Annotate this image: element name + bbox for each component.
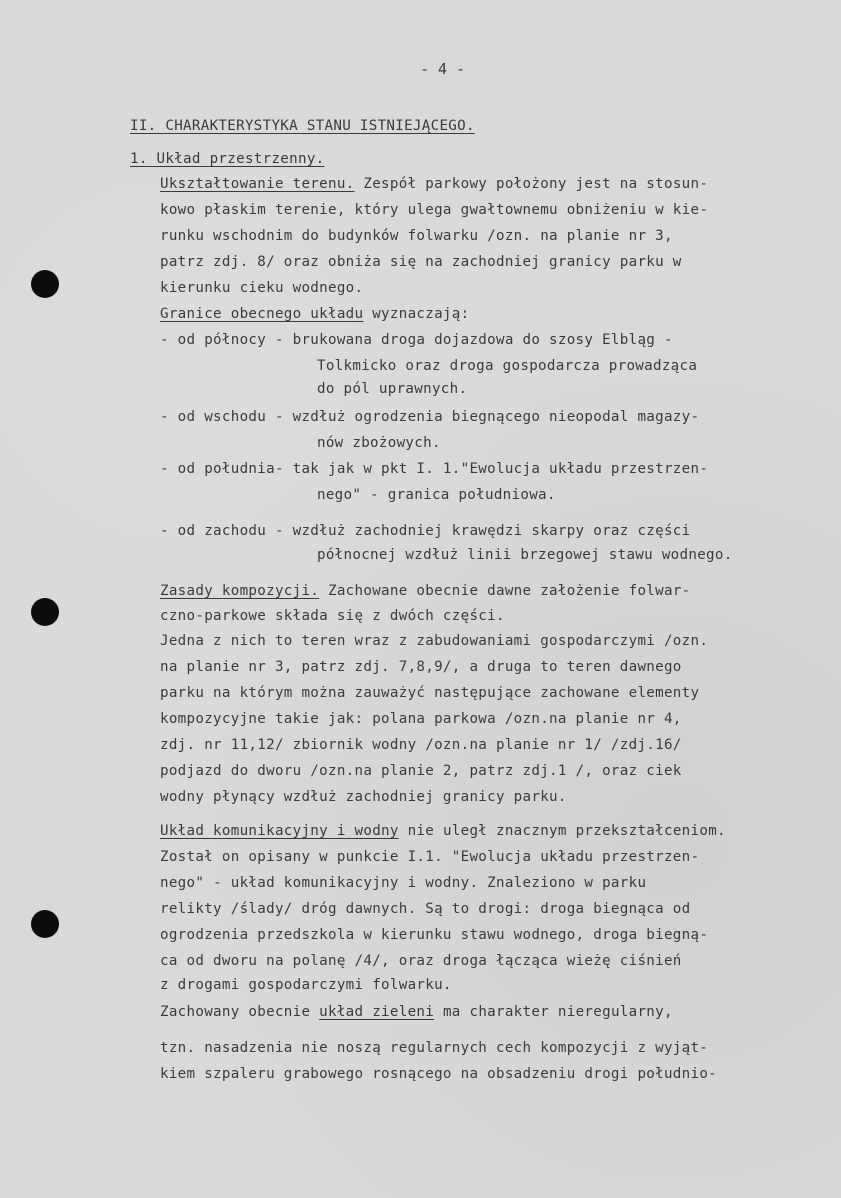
paragraph-heading: Układ komunikacyjny i wodny <box>160 823 399 839</box>
list-item-continuation: nów zbożowych. <box>317 435 441 451</box>
paragraph-line: kierunku cieku wodnego. <box>160 280 364 296</box>
paragraph-line: Ukształtowanie terenu. Zespół parkowy położony jest na stosun- <box>160 176 709 192</box>
list-item: - od wschodu - wzdłuż ogrodzenia biegnącego nieopodal magazy- <box>160 409 700 425</box>
list-item: - od południa- tak jak w pkt I. 1."Ewolucja układu przestrzen- <box>160 461 709 477</box>
list-item: - od zachodu - wzdłuż zachodniej krawędzi skarpy oraz części <box>160 523 691 539</box>
list-item-continuation: do pól uprawnych. <box>317 381 468 397</box>
paragraph-line: patrz zdj. 8/ oraz obniża się na zachodniej granicy parku w <box>160 254 682 270</box>
paragraph-line: Został on opisany w punkcie I.1. "Ewolucja układu przestrzen- <box>160 849 700 865</box>
list-item-continuation: północnej wzdłuż linii brzegowej stawu wodnego. <box>317 547 733 563</box>
paragraph-line: kiem szpaleru grabowego rosnącego na obsadzeniu drogi południo- <box>160 1066 718 1082</box>
paragraph-line: parku na którym można zauważyć następujące zachowane elementy <box>160 685 700 701</box>
paragraph-line: czno-parkowe składa się z dwóch części. <box>160 608 505 624</box>
punch-hole <box>31 598 59 626</box>
paragraph-line: relikty /ślady/ dróg dawnych. Są to drogi: droga biegnąca od <box>160 901 691 917</box>
paragraph-line: na planie nr 3, patrz zdj. 7,8,9/, a druga to teren dawnego <box>160 659 682 675</box>
paragraph-line: zdj. nr 11,12/ zbiornik wodny /ozn.na planie nr 1/ /zdj.16/ <box>160 737 682 753</box>
paragraph-line: podjazd do dworu /ozn.na planie 2, patrz zdj.1 /, oraz ciek <box>160 763 682 779</box>
subsection-title: 1. Układ przestrzenny. <box>130 151 325 167</box>
paragraph-line: kowo płaskim terenie, który ulega gwałtownemu obniżeniu w kie- <box>160 202 709 218</box>
paragraph-line: kompozycyjne takie jak: polana parkowa /ozn.na planie nr 4, <box>160 711 682 727</box>
page-number: - 4 - <box>420 60 466 78</box>
paragraph-line: nego" - układ komunikacyjny i wodny. Znaleziono w parku <box>160 875 647 891</box>
paragraph-line: runku wschodnim do budynków folwarku /ozn. na planie nr 3, <box>160 228 673 244</box>
list-item: - od północy - brukowana droga dojazdowa do szosy Elbląg - <box>160 332 673 348</box>
paragraph-line: z drogami gospodarczymi folwarku. <box>160 977 452 993</box>
paragraph-heading: Zasady kompozycji. <box>160 583 320 599</box>
punch-hole <box>31 910 59 938</box>
list-item-continuation: nego" - granica południowa. <box>317 487 556 503</box>
paragraph-line: ogrodzenia przedszkola w kierunku stawu wodnego, droga biegną- <box>160 927 709 943</box>
paragraph-heading: układ zieleni <box>319 1004 435 1020</box>
paragraph-line: Zachowany obecnie układ zieleni ma charakter nieregularny, <box>160 1004 673 1020</box>
paragraph-line: ca od dworu na polanę /4/, oraz droga łącząca wieżę ciśnień <box>160 953 682 969</box>
paragraph-line: tzn. nasadzenia nie noszą regularnych cech kompozycji z wyjąt- <box>160 1040 709 1056</box>
paragraph-line: Jedna z nich to teren wraz z zabudowaniami gospodarczymi /ozn. <box>160 633 709 649</box>
paragraph-heading: Granice obecnego układu <box>160 306 364 322</box>
paragraph-line: wodny płynący wzdłuż zachodniej granicy parku. <box>160 789 567 805</box>
paragraph-heading: Ukształtowanie terenu. <box>160 176 355 192</box>
punch-hole <box>31 270 59 298</box>
list-item-continuation: Tolkmicko oraz droga gospodarcza prowadząca <box>317 358 698 374</box>
paragraph-line: Układ komunikacyjny i wodny nie uległ znacznym przekształceniom. <box>160 823 726 839</box>
section-title: II. CHARAKTERYSTYKA STANU ISTNIEJĄCEGO. <box>130 118 475 134</box>
paragraph-line: Zasady kompozycji. Zachowane obecnie dawne założenie folwar- <box>160 583 691 599</box>
paragraph-line: Granice obecnego układu wyznaczają: <box>160 306 470 322</box>
